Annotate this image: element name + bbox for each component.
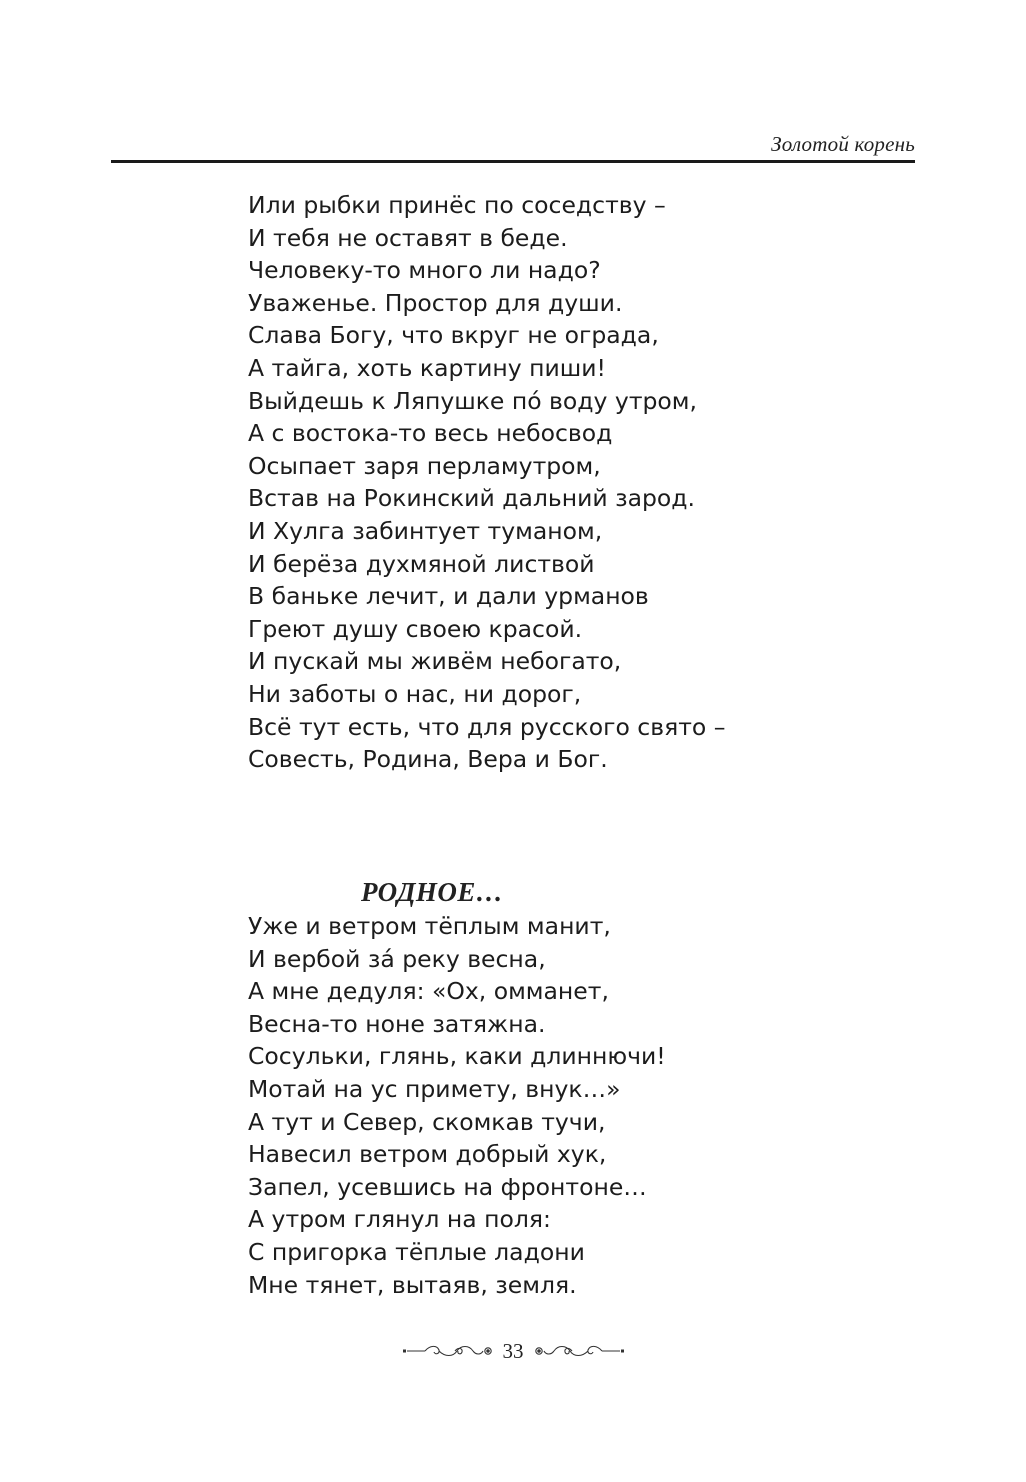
poem-line: Весна-то ноне затяжна. bbox=[248, 1009, 546, 1038]
poem-line: С пригорка тёплые ладони bbox=[248, 1237, 585, 1266]
poem-line: Осыпает заря перламутром, bbox=[248, 451, 601, 480]
poem-stanza bbox=[248, 189, 808, 776]
poem-stanza bbox=[248, 910, 808, 1301]
poem-line: Ни заботы о нас, ни дорог, bbox=[248, 679, 582, 708]
poem-line: А тут и Север, скомкав тучи, bbox=[248, 1107, 606, 1136]
poem-line: А тайга, хоть картину пиши! bbox=[248, 353, 606, 382]
poem-line: И пускай мы живём небогато, bbox=[248, 647, 622, 676]
poem-line: Запел, усевшись на фронтоне… bbox=[248, 1172, 647, 1201]
poem-line: Сосульки, глянь, каки длиннючи! bbox=[248, 1042, 666, 1071]
poem-line: Мне тянет, вытаяв, земля. bbox=[248, 1270, 577, 1299]
poem-line: А утром глянул на поля: bbox=[248, 1205, 551, 1234]
poem-line: И берёза духмяной листвой bbox=[248, 549, 595, 578]
running-title: Золотой корень bbox=[771, 132, 915, 156]
poem-line: И тебя не оставят в беде. bbox=[248, 223, 568, 252]
poem-line: Уваженье. Простор для души. bbox=[248, 288, 623, 317]
scroll-ornament-icon bbox=[403, 1340, 495, 1362]
poem-line: Мотай на ус примету, внук…» bbox=[248, 1074, 621, 1103]
page-number: 33 bbox=[502, 1339, 524, 1363]
poem-line: А мне дедуля: «Ох, омманет, bbox=[248, 977, 609, 1006]
poem-line: Или рыбки принёс по соседству – bbox=[248, 191, 666, 219]
poem-line: И вербой зá реку весна, bbox=[248, 944, 546, 973]
poem-line: Человеку-то много ли надо? bbox=[248, 256, 601, 285]
poem-line: Навесил ветром добрый хук, bbox=[248, 1140, 607, 1169]
poem-line: Совесть, Родина, Вера и Бог. bbox=[248, 745, 608, 774]
poem-line: Встав на Рокинский дальний зарод. bbox=[248, 484, 696, 513]
header-rule bbox=[111, 160, 915, 163]
poem-line: В баньке лечит, и дали урманов bbox=[248, 582, 649, 611]
poem-line: Всё тут есть, что для русского свято – bbox=[248, 712, 726, 741]
poem-line: И Хулга забинтует туманом, bbox=[248, 516, 603, 545]
poem-line: Выйдешь к Ляпушке пó воду утром, bbox=[248, 386, 698, 415]
poem-line: Греют душу своею красой. bbox=[248, 614, 583, 643]
page-footer bbox=[398, 1336, 628, 1366]
poem-title: РОДНОЕ… bbox=[361, 877, 504, 907]
poem-line: Слава Богу, что вкруг не ограда, bbox=[248, 321, 659, 350]
poem-line: Уже и ветром тёплым манит, bbox=[248, 912, 611, 940]
poem-line: А с востока-то весь небосвод bbox=[248, 419, 613, 448]
scroll-ornament-icon bbox=[532, 1340, 624, 1362]
